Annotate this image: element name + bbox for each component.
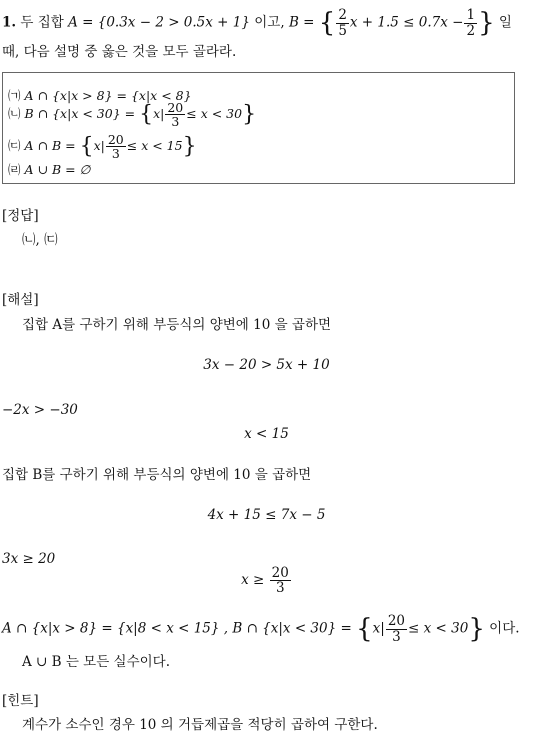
set-b-label: B =	[288, 14, 315, 31]
equation-5: 3x ≥ 20	[2, 551, 56, 567]
problem-text: 이고,	[254, 14, 285, 31]
solution-step-2: 집합 B를 구하기 위해 부등식의 양변에 10 을 곱하면	[2, 467, 312, 483]
answer-value: ㈁, ㈂	[22, 232, 58, 248]
fraction: $\frac{20}{3}$	[387, 613, 406, 645]
equation-3: x < 15	[244, 426, 289, 442]
equation-1: 3x − 20 > 5x + 10	[203, 357, 330, 373]
fraction: $\frac{20}{3}$	[167, 100, 184, 130]
hint-heading: [힌트]	[2, 693, 39, 709]
equation-6: x ≥ $\frac{20}{3}$	[241, 565, 289, 597]
equation-4: 4x + 15 ≤ 7x − 5	[207, 507, 326, 523]
fraction: $\frac{20}{3}$	[271, 565, 289, 597]
set-b-condition: x + 1.5 ≤ 0.7x −	[349, 14, 464, 31]
problem-number: 1.	[2, 14, 17, 31]
fraction: $\frac{1}{2}$	[466, 7, 476, 39]
fraction: $\frac{20}{3}$	[107, 132, 124, 162]
equation-2: −2x > −30	[2, 402, 78, 418]
choice-marker: ㈁	[8, 106, 21, 122]
choice-2: ㈁ B ∩ {x|x < 30} = {x| $\frac{20}{3}$ ≤ x < 30}	[8, 100, 257, 130]
choice-marker: ㈂	[8, 138, 21, 154]
solution-step-3: A ∪ B 는 모든 실수이다.	[22, 654, 171, 670]
choice-3: ㈂ A ∩ B = {x| $\frac{20}{3}$ ≤ x < 15}	[8, 132, 197, 162]
choice-4: ㈃ A ∪ B = ∅	[8, 162, 91, 177]
choice-1: ㈀ A ∩ {x|x > 8} = {x|x < 8}	[8, 88, 192, 103]
hint-text: 계수가 소수인 경우 10 의 거듭제곱을 적당히 곱하여 구한다.	[22, 717, 378, 733]
choice-marker: ㈃	[8, 162, 21, 177]
fraction: $\frac{2}{5}$	[338, 7, 347, 39]
problem-line-1: 1. 두 집합 A = {0.3x − 2 > 0.5x + 1} 이고, B = { $\frac{2}{5}$ x + 1.5 ≤ 0.7x − $\frac{1}{2}$ } 일	[2, 7, 512, 39]
conclusion-line: A ∩ {x|x > 8} = {x|8 < x < 15} , B ∩ {x|x < 30} = {x| $\frac{20}{3}$ ≤ x < 30} 이다.	[2, 613, 520, 645]
set-a-definition: A = {0.3x − 2 > 0.5x + 1}	[68, 14, 250, 31]
solution-heading: [해설]	[2, 292, 39, 308]
problem-line-2: 때, 다음 설명 중 옳은 것을 모두 골라라.	[2, 44, 237, 60]
problem-text: 두 집합	[20, 14, 64, 31]
problem-text: 일	[498, 14, 512, 31]
solution-step-1: 집합 A를 구하기 위해 부등식의 양변에 10 을 곱하면	[22, 317, 332, 333]
answer-heading: [정답]	[2, 208, 39, 224]
choice-marker: ㈀	[8, 88, 21, 103]
